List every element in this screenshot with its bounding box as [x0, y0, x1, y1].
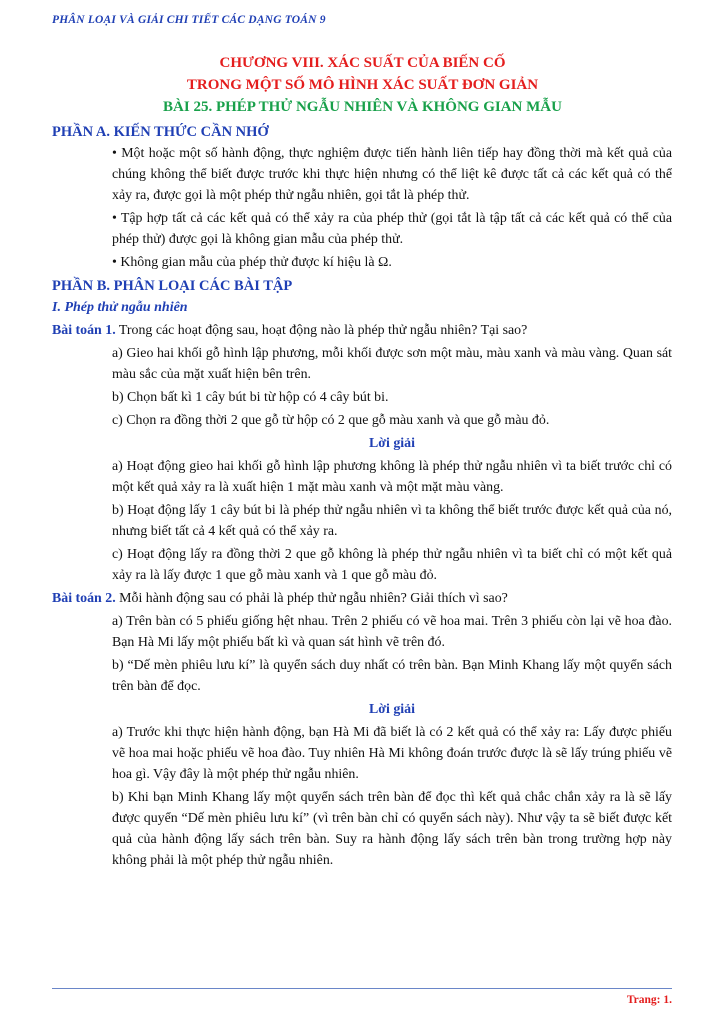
problem-2-label: Bài toán 2.: [52, 591, 116, 606]
problem-1-solution: c) Hoạt động lấy ra đồng thời 2 que gỗ không là phép thử ngẫu nhiên vì ta biết chỉ có một kết quả xảy ra là lấy được 1 que gỗ màu xanh và 1 que gỗ màu đỏ.: [112, 547, 672, 583]
problem-1-solution-heading: Lời giải: [369, 436, 415, 451]
footer-divider: [52, 988, 672, 989]
part-a-bullet: • Không gian mẫu của phép thử được kí hiệu là Ω.: [112, 255, 392, 270]
problem-2-item: b) “Dế mèn phiêu lưu kí” là quyển sách duy nhất có trên bàn. Bạn Minh Khang lấy một quyển sách trên bàn để đọc.: [112, 658, 672, 694]
problem-1-item: b) Chọn bất kì 1 cây bút bi từ hộp có 4 cây bút bi.: [112, 390, 389, 405]
part-a-heading: PHẦN A. KIẾN THỨC CẦN NHỚ: [52, 124, 269, 140]
part-a-bullet: • Một hoặc một số hành động, thực nghiệm được tiến hành liên tiếp hay đồng thời mà kết quả của chúng không thể biết được trước khi thực hiện nhưng có thể liệt kê được tất cả các kết quả có thể xảy ra, được gọi là một phép thử ngẫu nhiên, gọi tắt là phép thử.: [112, 146, 672, 203]
problem-1-solution: a) Hoạt động gieo hai khối gỗ hình lập phương không là phép thử ngẫu nhiên vì ta biết trước chỉ có một kết quả xảy ra là xuất hiện 1 mặt màu xanh và một mặt màu vàng.: [112, 459, 672, 495]
problem-2-question: Mỗi hành động sau có phải là phép thử ngẫu nhiên? Giải thích vì sao?: [115, 591, 508, 606]
lesson-title: BÀI 25. PHÉP THỬ NGẪU NHIÊN VÀ KHÔNG GIAN MẪU: [163, 99, 562, 115]
document-body: [52, 121, 672, 873]
problem-2: [52, 588, 672, 609]
problem-1-item: c) Chọn ra đồng thời 2 que gỗ từ hộp có 2 que gỗ màu xanh và que gỗ màu đỏ.: [112, 413, 550, 428]
problem-2-solution: b) Khi bạn Minh Khang lấy một quyển sách trên bàn để đọc thì kết quả chắc chắn xảy ra là sẽ lấy được quyển “Dế mèn phiêu lưu kí” (vì trên bàn chỉ có quyển sách này). Như vậy ta sẽ biết được kết quả của hành động lấy sách trên bàn. Suy ra hành động lấy sách trên bàn trong trường hợp này không phải là một phép thử ngẫu nhiên.: [112, 790, 672, 868]
problem-1-solution: b) Hoạt động lấy 1 cây bút bi là phép thử ngẫu nhiên vì ta không thể biết trước được kết quả của nó, nhưng biết tất cả 4 kết quả có thể xảy ra.: [112, 503, 672, 539]
problem-1-question: Trong các hoạt động sau, hoạt động nào là phép thử ngẫu nhiên? Tại sao?: [115, 323, 528, 338]
problem-2-solution: a) Trước khi thực hiện hành động, bạn Hà Mi đã biết là có 2 kết quả có thể xảy ra: Lấy được phiếu vẽ hoa mai hoặc phiếu vẽ hoa đào. Tuy nhiên Hà Mi không đoán trước được là sẽ lấy trúng phiếu vẽ hoa gì. Vậy đây là một phép thử ngẫu nhiên.: [112, 725, 672, 782]
problem-2-solution-heading: Lời giải: [369, 702, 415, 717]
section-i-heading: I. Phép thử ngẫu nhiên: [52, 300, 188, 315]
chapter-title-line2: TRONG MỘT SỐ MÔ HÌNH XÁC SUẤT ĐƠN GIẢN: [186, 77, 539, 93]
running-header: PHÂN LOẠI VÀ GIẢI CHI TIẾT CÁC DẠNG TOÁN 9: [52, 14, 326, 26]
problem-1: [52, 320, 672, 341]
chapter-title-line1: CHƯƠNG VIII. XÁC SUẤT CỦA BIẾN CỐ: [219, 55, 506, 71]
part-a-bullet: • Tập hợp tất cả các kết quả có thể xảy ra của phép thử (gọi tắt là tập tất cả các kết quả có thể của phép thử) được gọi là không gian mẫu của phép thử.: [112, 211, 672, 247]
part-b-heading: PHẦN B. PHÂN LOẠI CÁC BÀI TẬP: [52, 278, 293, 294]
title-block: [0, 52, 725, 118]
problem-1-item: a) Gieo hai khối gỗ hình lập phương, mỗi khối được sơn một màu, màu xanh và màu vàng. Quan sát màu sắc của mặt xuất hiện bên trên.: [112, 346, 672, 382]
problem-1-label: Bài toán 1.: [52, 323, 116, 338]
page-number: Trang: 1.: [626, 994, 672, 1006]
problem-2-item: a) Trên bàn có 5 phiếu giống hệt nhau. Trên 2 phiếu có vẽ hoa mai. Trên 3 phiếu còn lại vẽ hoa đào. Bạn Hà Mi lấy một phiếu bất kì và quan sát hình vẽ trên đó.: [112, 614, 672, 650]
